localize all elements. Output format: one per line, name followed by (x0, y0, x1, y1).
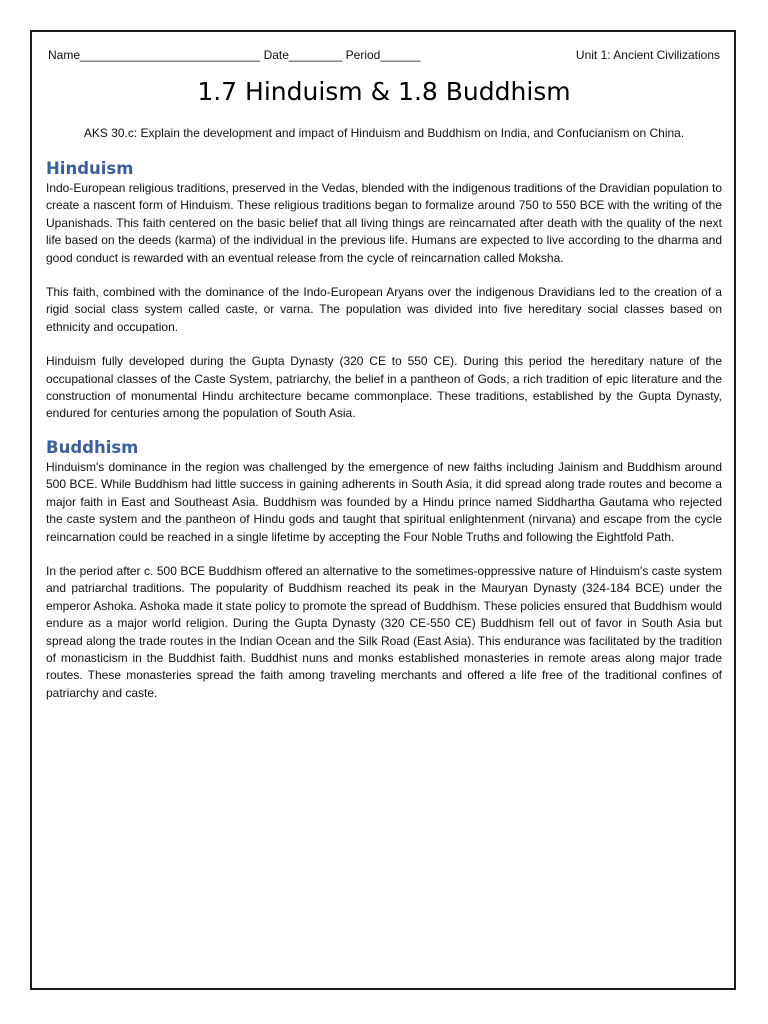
student-info-fields (48, 47, 420, 63)
unit-label: Unit 1: Ancient Civilizations (575, 48, 720, 62)
name-blank: ___________________________ (80, 48, 261, 62)
period-blank: ______ (380, 48, 421, 62)
section-heading: Buddhism (46, 437, 139, 457)
paragraph: This faith, combined with the dominance of the Indo-European Aryans over the indigenous Dravidians led to the creation of a rigid social class system called caste, or varna. The population was divided into five hereditary social classes based on ethnicity and occupation. (46, 285, 722, 334)
date-blank: ________ (288, 48, 343, 62)
paragraph: Hinduism's dominance in the region was challenged by the emergence of new faiths including Jainism and Buddhism around 500 BCE. While Buddhism had little success in gaining adherents in South Asia, it did spread along trade routes and become a major faith in East and Southeast Asia. Buddhism was founded by a Hindu prince named Siddhartha Gautama who rejected the caste system and the pantheon of Hindu gods and taught that spiritual enlightenment (nirvana) and escape from the cycle reincarnation could be reached in a single lifetime by accepting the Four Noble Truths and following the Eightfold Path. (46, 459, 722, 544)
page-title: 1.7 Hinduism & 1.8 Buddhism (197, 77, 571, 106)
date-label: Date (263, 48, 289, 62)
period-label: Period (345, 48, 381, 62)
section-heading: Hinduism (46, 159, 134, 178)
section-buddhism (46, 437, 722, 702)
paragraph: In the period after c. 500 BCE Buddhism offered an alternative to the sometimes-oppressive nature of Hinduism's caste system and patriarchal traditions. The popularity of Buddhism reached its peak in the Mauryan Dynasty (324-184 BCE) under the emperor Ashoka. Ashoka made it state policy to promote the spread of Buddhism. These policies ensured that Buddhism would endure as a major world religion. During the Gupta Dynasty (320 CE-550 CE) Buddhism fell out of favor in South Asia but spread along the trade routes in the Indian Ocean and the Silk Road (East Asia). This endurance was facilitated by the tradition of monasticism in the Buddhist faith. Buddhist nuns and monks established monasteries in remote areas along major trade routes. These monasteries spread the faith among traveling merchants and offered a life free of the traditional confines of patriarchy and caste. (46, 563, 722, 700)
name-label: Name (48, 48, 81, 62)
section-hinduism (46, 158, 722, 423)
paragraph: Hinduism fully developed during the Gupta Dynasty (320 CE to 550 CE). During this period the hereditary nature of the occupational classes of the Caste System, patriarchy, the belief in a pantheon of Gods, a rich tradition of epic literature and the construction of monumental Hindu architecture became commonplace. These traditions, established by the Gupta Dynasty, endured for centuries among the population of South Asia. (46, 354, 722, 421)
aks-standard: AKS 30.c: Explain the development and impact of Hinduism and Buddhism on India, and Confucianism on China. (83, 126, 685, 140)
worksheet-header (48, 47, 720, 63)
paragraph: Indo-European religious traditions, preserved in the Vedas, blended with the indigenous traditions of the Dravidian population to create a nascent form of Hinduism. These religious traditions began to formalize around 750 to 550 BCE with the writing of the Upanishads. This faith centered on the basic belief that all living things are reincarnated after death with the quality of the next life based on the deeds (karma) of the individual in the previous life. Humans are expected to live according to the dharma and good conduct is rewarded with an eventual release from the cycle of reincarnation called Moksha. (46, 181, 722, 265)
worksheet-content (46, 158, 722, 702)
